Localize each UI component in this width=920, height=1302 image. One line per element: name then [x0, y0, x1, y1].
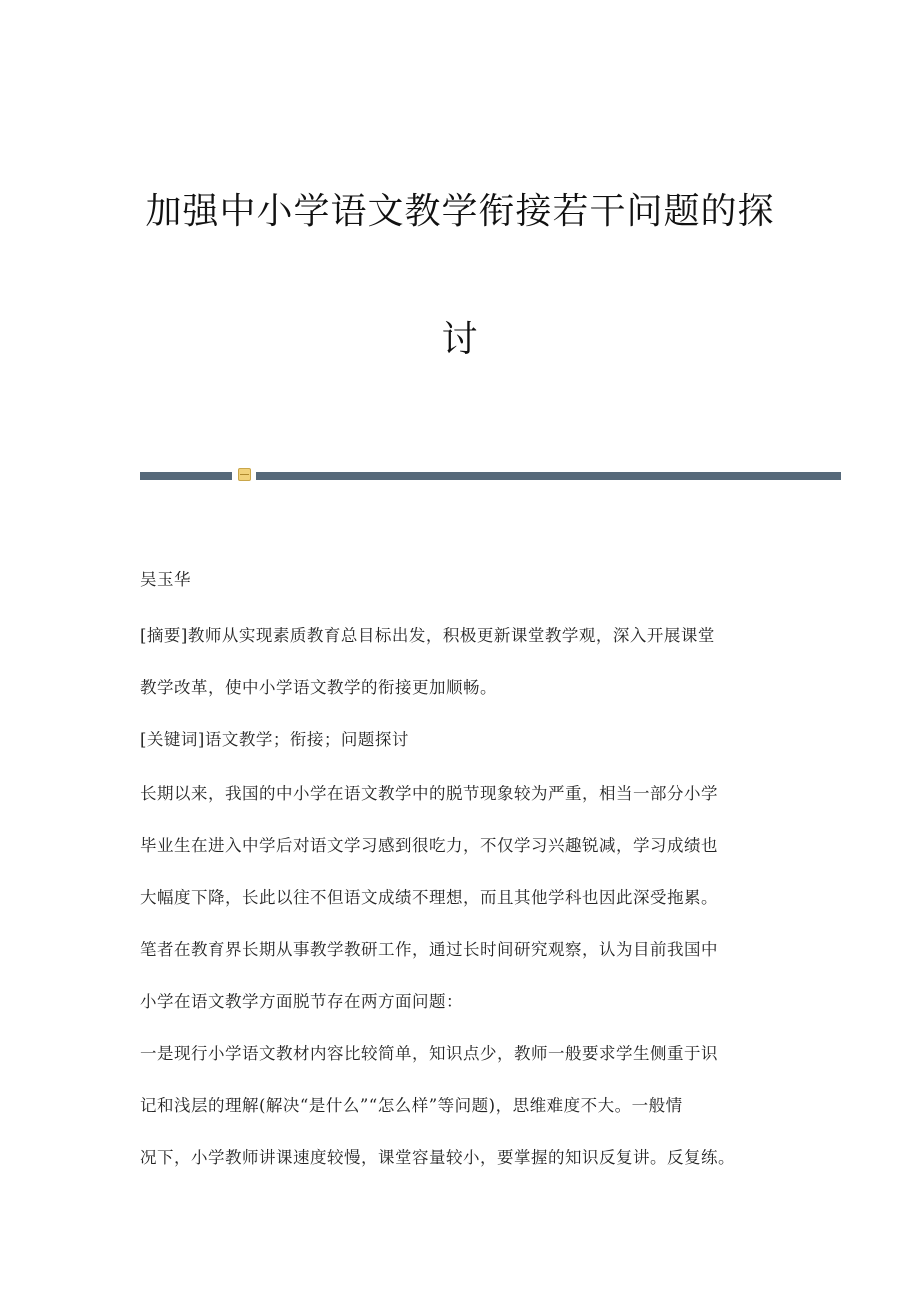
paragraph-line: 记和浅层的理解(解决“是什么”“怎么样”等问题)，思维难度不大。一般情 — [140, 1096, 683, 1115]
divider-bar-right — [256, 472, 841, 480]
paragraph-line: 小学在语文教学方面脱节存在两方面问题： — [140, 992, 463, 1011]
abstract-line: [摘要]教师从实现素质教育总目标出发，积极更新课堂教学观，深入开展课堂 — [140, 626, 715, 645]
keywords: [关键词]语文教学；衔接；问题探讨 — [140, 730, 409, 749]
abstract-line: 教学改革，使中小学语文教学的衔接更加顺畅。 — [140, 678, 497, 697]
title-divider — [140, 468, 841, 482]
document-title-line-1: 加强中小学语文教学衔接若干问题的探 — [145, 191, 775, 232]
paragraph-line: 笔者在教育界长期从事教学教研工作，通过长时间研究观察，认为目前我国中 — [140, 940, 718, 959]
paragraph-2 — [140, 924, 780, 1028]
paragraph-line: 长期以来，我国的中小学在语文教学中的脱节现象较为严重，相当一部分小学 — [140, 784, 718, 803]
paragraph-line: 毕业生在进入中学后对语文学习感到很吃力，不仅学习兴趣锐减，学习成绩也 — [140, 836, 718, 855]
document-title-line-2: 讨 — [441, 319, 479, 360]
paragraph-line: 况下，小学教师讲课速度较慢，课堂容量较小，要掌握的知识反复讲。反复练。 — [140, 1148, 735, 1167]
paragraph-1 — [140, 768, 780, 924]
paragraph-line: 大幅度下降，长此以往不但语文成绩不理想，而且其他学科也因此深受拖累。 — [140, 888, 718, 907]
paragraph-3 — [140, 1028, 780, 1184]
paragraph-line: 一是现行小学语文教材内容比较简单，知识点少，教师一般要求学生侧重于识 — [140, 1044, 718, 1063]
author-name: 吴玉华 — [140, 570, 191, 589]
divider-emblem-icon — [238, 468, 251, 481]
abstract — [140, 610, 780, 714]
divider-bar-left — [140, 472, 232, 480]
